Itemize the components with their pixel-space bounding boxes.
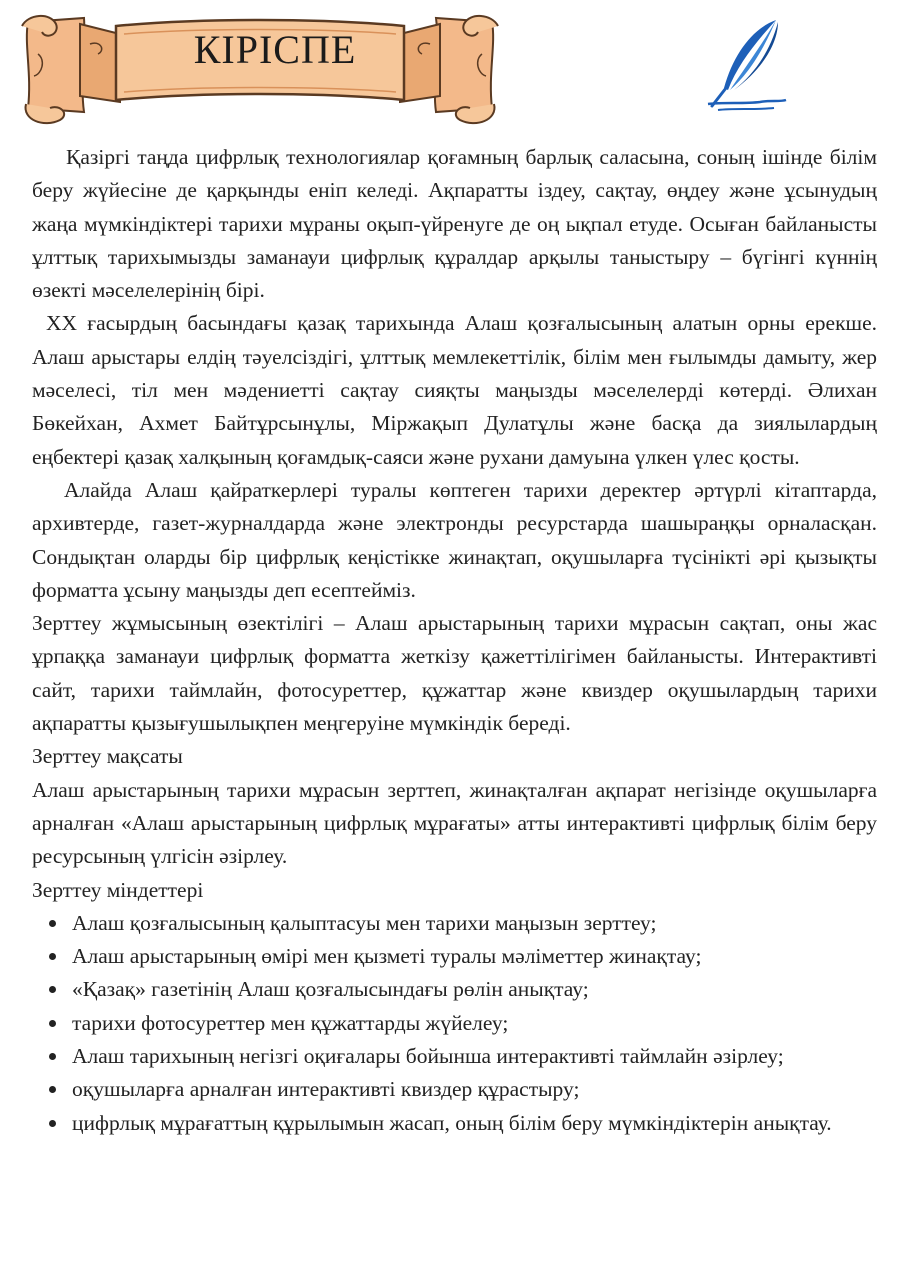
goal-heading: Зерттеу мақсаты bbox=[32, 744, 183, 769]
list-item: оқушыларға арналған интерактивті квиздер құрастыру; bbox=[72, 1073, 877, 1106]
list-item: «Қазақ» газетінің Алаш қозғалысындағы рөлін анықтау; bbox=[72, 973, 877, 1006]
tasks-list bbox=[32, 907, 877, 1140]
list-item: тарихи фотосуреттер мен құжаттарды жүйелеу; bbox=[72, 1007, 877, 1040]
paragraph-2: XX ғасырдың басындағы қазақ тарихында Алаш қозғалысының алатын орны ерекше. Алаш арыстары елдің тәуелсіздігі, ұлттық мемлекеттілік, білім мен ғылымды дамыту, жер мәселесі, тіл мен мәдениетті сақтау сияқты маңызды мәселелерді көтерді. Әлихан Бөкейхан, Ахмет Байтұрсынұлы, Міржақып Дулатұлы және басқа да зиялылардың еңбектері қазақ халқының қоғамдық-саяси және рухани дамуына үлкен үлес қосты. bbox=[32, 311, 877, 469]
paragraph-1: Қазіргі таңда цифрлық технологиялар қоғамның барлық саласына, соның ішінде білім беру жүйесіне де қарқынды еніп келеді. Ақпаратты іздеу, сақтау, өңдеу және ұсынудың жаңа мүмкіндіктері тарихи мұраны оқып-үйренуге де оң ықпал етуде. Осыған байланысты ұлттық тарихымызды заманауи цифрлық құралдар арқылы таныстыру – бүгінгі күннің өзекті мәселелерінің бірі. bbox=[32, 145, 877, 303]
list-item: Алаш қозғалысының қалыптасуы мен тарихи маңызын зерттеу; bbox=[72, 907, 877, 940]
list-item: Алаш тарихының негізгі оқиғалары бойынша интерактивті таймлайн әзірлеу; bbox=[72, 1040, 877, 1073]
list-item: цифрлық мұрағаттың құрылымын жасап, оның білім беру мүмкіндіктерін анықтау. bbox=[72, 1107, 877, 1140]
list-item: Алаш арыстарының өмірі мен қызметі туралы мәліметтер жинақтау; bbox=[72, 940, 877, 973]
page-title: КІРІСПЕ bbox=[193, 27, 357, 72]
paragraph-4: Зерттеу жұмысының өзектілігі – Алаш арыстарының тарихи мұрасын сақтап, оны жас ұрпаққа заманауи цифрлық форматта жеткізу қажеттілігімен байланысты. Интерактивті сайт, тарихи таймлайн, фотосуреттер, құжаттар және квиздер оқушылардың тарихи ақпаратты қызығушылықпен меңгеруіне мүмкіндік береді. bbox=[32, 611, 877, 736]
title-banner bbox=[20, 4, 500, 130]
intro-content bbox=[32, 141, 877, 1140]
paragraph-3: Алайда Алаш қайраткерлері туралы көптеген тарихи деректер әртүрлі кітаптарда, архивтерде, газет-журналдарда және электронды ресурстарда шашыраңқы орналасқан. Сондықтан оларды бір цифрлық кеңістікке жинақтап, оқушыларға түсінікті әрі қызықты форматта ұсыну маңызды деп есептейміз. bbox=[32, 477, 877, 602]
quill-pen-icon bbox=[704, 18, 790, 114]
goal-text: Алаш арыстарының тарихи мұрасын зерттеп, жинақталған ақпарат негізінде оқушыларға арналған «Алаш арыстарының цифрлық мұрағаты» атты интерактивті цифрлық білім беру ресурсының үлгісін әзірлеу. bbox=[32, 777, 877, 869]
tasks-heading: Зерттеу міндеттері bbox=[32, 877, 204, 902]
